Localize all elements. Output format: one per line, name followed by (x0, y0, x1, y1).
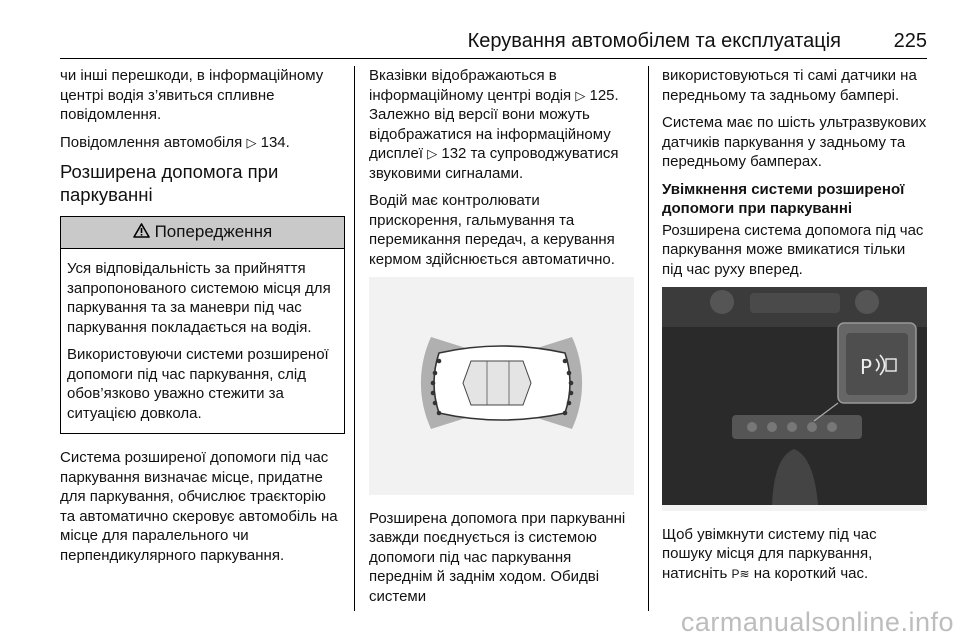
warning-header (61, 217, 344, 249)
paragraph-text: Повідомлення автомобіля (60, 133, 243, 151)
page-header-title: Керування автомобілем та експлуатація (467, 30, 841, 52)
column-left (60, 66, 345, 573)
paragraph: Розширена система допомога під час паркування може вмикатися тільки під час руху вперед. (662, 221, 924, 278)
paragraph: Система розширеної допомоги під час паркування визначає місце, придатне для паркування, обчислює траєкторію та автоматично скеровує автомобіль на місце для паралельного чи перпендикулярного паркування. (60, 449, 338, 564)
warning-box (60, 216, 345, 434)
warning-title: Попередження (154, 222, 273, 241)
page-ref-link[interactable]: 134. (260, 133, 290, 151)
paragraph: чи інші перешкоди, в інформаційному центрі водія з’явиться спливне повідомлення. (60, 67, 324, 123)
paragraph: використовуються ті самі датчики на передньому та задньому бампері. (662, 67, 917, 104)
paragraph-text: та супроводжуватися звуковими сигналами. (369, 145, 619, 182)
car-sensor-diagram (369, 277, 634, 495)
dashboard-button-photo (662, 287, 927, 511)
watermark: carmanualsonline.info (680, 607, 954, 637)
page-header (60, 28, 927, 59)
paragraph: Система має по шість ультразвукових датчиків паркування у задньому та передньому бамперах. (662, 114, 927, 170)
svg-text:P: P (860, 355, 873, 379)
page-number: 225 (893, 30, 927, 52)
paragraph-text: на короткий час. (753, 564, 869, 582)
page-ref-arrow-icon: ▷ (427, 146, 438, 161)
section-heading: Розширена допомога при паркуванні (60, 161, 279, 205)
page-ref-link[interactable]: 132 (441, 145, 467, 162)
paragraph-text: Залежно від версії вони можуть відображатися на інформаційному дисплеї (369, 106, 611, 162)
paragraph: Водій має контролювати прискорення, гальмування та перемикання передач, а керування кермом здійснюється автоматично. (369, 192, 615, 268)
warning-body (61, 249, 344, 433)
paragraph (662, 525, 927, 585)
paragraph: Розширена допомога при паркуванні завжди поєднується із системою допомоги під час паркування переднім й заднім ходом. Обидві системи (369, 509, 626, 605)
paragraph (369, 66, 634, 183)
car-top-view-illustration (369, 277, 634, 489)
paragraph (60, 133, 345, 153)
subsection-heading: Увімкнення системи розширеної допомоги при паркуванні (662, 180, 905, 217)
column-divider (354, 66, 355, 611)
paragraph-text: Щоб увімкнути систему під час пошуку місця для паркування, натисніть (662, 525, 877, 582)
page-ref-link[interactable]: 125. (589, 86, 619, 104)
column-divider (648, 66, 649, 611)
center-console-illustration (662, 287, 927, 505)
warning-paragraph: Використовуючи системи розширеної допомоги під час паркування, слід обов’язково уважно стежити за ситуацією довкола. (67, 346, 329, 422)
park-assist-button-icon: P≋ (731, 566, 750, 581)
warning-paragraph: Уся відповідальність за прийняття запропонованого системою місця для паркування та за маневри під час паркування покладається на водія. (67, 260, 331, 336)
column-right (662, 66, 927, 592)
warning-triangle-icon (133, 223, 150, 238)
page-ref-arrow-icon: ▷ (575, 87, 586, 103)
column-middle (369, 66, 634, 614)
paragraph-text: Вказівки відображаються в інформаційному центрі водія (369, 67, 572, 104)
page-ref-arrow-icon: ▷ (246, 134, 257, 150)
